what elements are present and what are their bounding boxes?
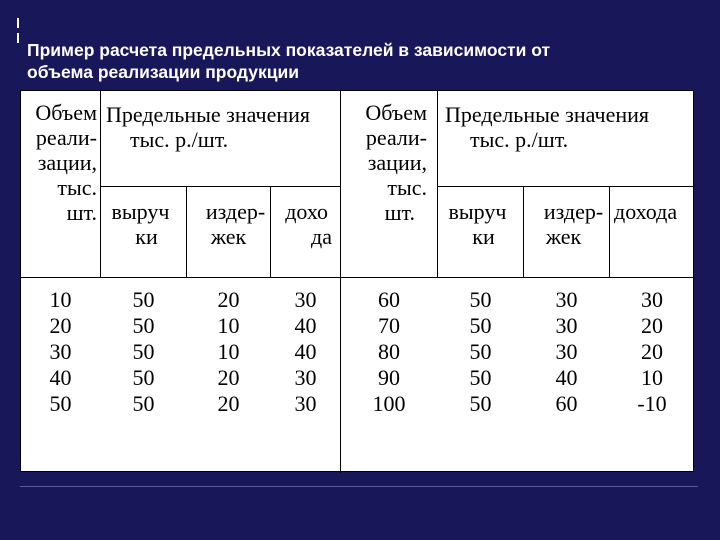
costs-header: издер- жек [205,199,266,249]
table-cell: 10 [641,365,663,390]
table-divider [100,186,340,187]
table-cell: 30 [294,365,317,390]
table-cell: 50 [469,391,492,416]
table-divider [100,91,101,277]
table-cell: 30 [555,339,578,364]
slide-tick-mark [17,18,19,28]
income-header: дохо да [285,199,332,249]
table-cell: 50 [132,287,155,312]
table-cell: 20 [641,313,663,338]
marginal-indicators-table [20,90,694,472]
table-cell: 30 [555,313,578,338]
table-divider [21,277,694,278]
table-cell: 40 [294,339,317,364]
table-cell: 20 [217,287,240,312]
table-cell: 50 [132,313,155,338]
table-cell: 70 [378,313,400,338]
income-header: дохода [614,199,678,224]
table-cell: 50 [469,313,492,338]
table-cell: 30 [641,287,663,312]
volume-header: Объем реали- зации, тыс. шт. [365,100,427,225]
marginal-values-header-line1: Предельные значения [106,102,310,127]
table-cell: 50 [132,391,155,416]
table-divider [437,91,438,277]
marginal-values-header-line1: Предельные значения [445,102,649,127]
slide-tick-mark [17,33,19,43]
table-divider [437,186,694,187]
table-cell: 20 [217,365,240,390]
table-cell: 20 [217,391,240,416]
table-cell: 30 [294,391,317,416]
table-cell: 90 [378,365,400,390]
table-cell: 20 [641,339,663,364]
volume-header: Объем реали- зации, тыс. шт. [35,100,97,225]
slide-title [27,39,707,83]
table-cell: 40 [49,365,72,390]
table-divider [609,186,610,277]
income-column [271,287,340,417]
table-cell: 20 [49,313,72,338]
table-cell: 80 [378,339,400,364]
revenue-column [438,287,523,417]
table-cell: 10 [217,339,240,364]
table-cell: 50 [469,287,492,312]
marginal-values-header-line2: тыс. р./шт. [470,127,569,152]
revenue-header: выруч ки [111,199,170,249]
revenue-header: выруч ки [448,199,507,249]
slide-title-line: Пример расчета предельных показателей в зависимости от [27,40,551,60]
table-cell: 60 [378,287,400,312]
table-cell: 40 [294,313,317,338]
table-cell: 30 [49,339,72,364]
table-cell: -10 [637,391,667,416]
costs-column [524,287,609,417]
table-cell: 40 [555,365,578,390]
revenue-column [101,287,186,417]
table-cell: 10 [49,287,72,312]
slide-title-line: объема реализации продукции [27,62,300,82]
costs-header: издер- жек [543,199,604,249]
table-cell: 30 [294,287,317,312]
footer-divider [20,486,698,487]
table-cell: 50 [469,339,492,364]
table-cell: 50 [49,391,72,416]
table-cell: 50 [132,365,155,390]
table-cell: 50 [469,365,492,390]
costs-column [187,287,270,417]
volume-column [21,287,100,417]
marginal-values-header-line2: тыс. р./шт. [130,127,229,152]
income-column [610,287,694,417]
volume-column [341,287,437,417]
table-cell: 30 [555,287,578,312]
table-cell: 60 [555,391,578,416]
table-cell: 50 [132,339,155,364]
table-cell: 10 [217,313,240,338]
table-cell: 100 [372,391,406,416]
